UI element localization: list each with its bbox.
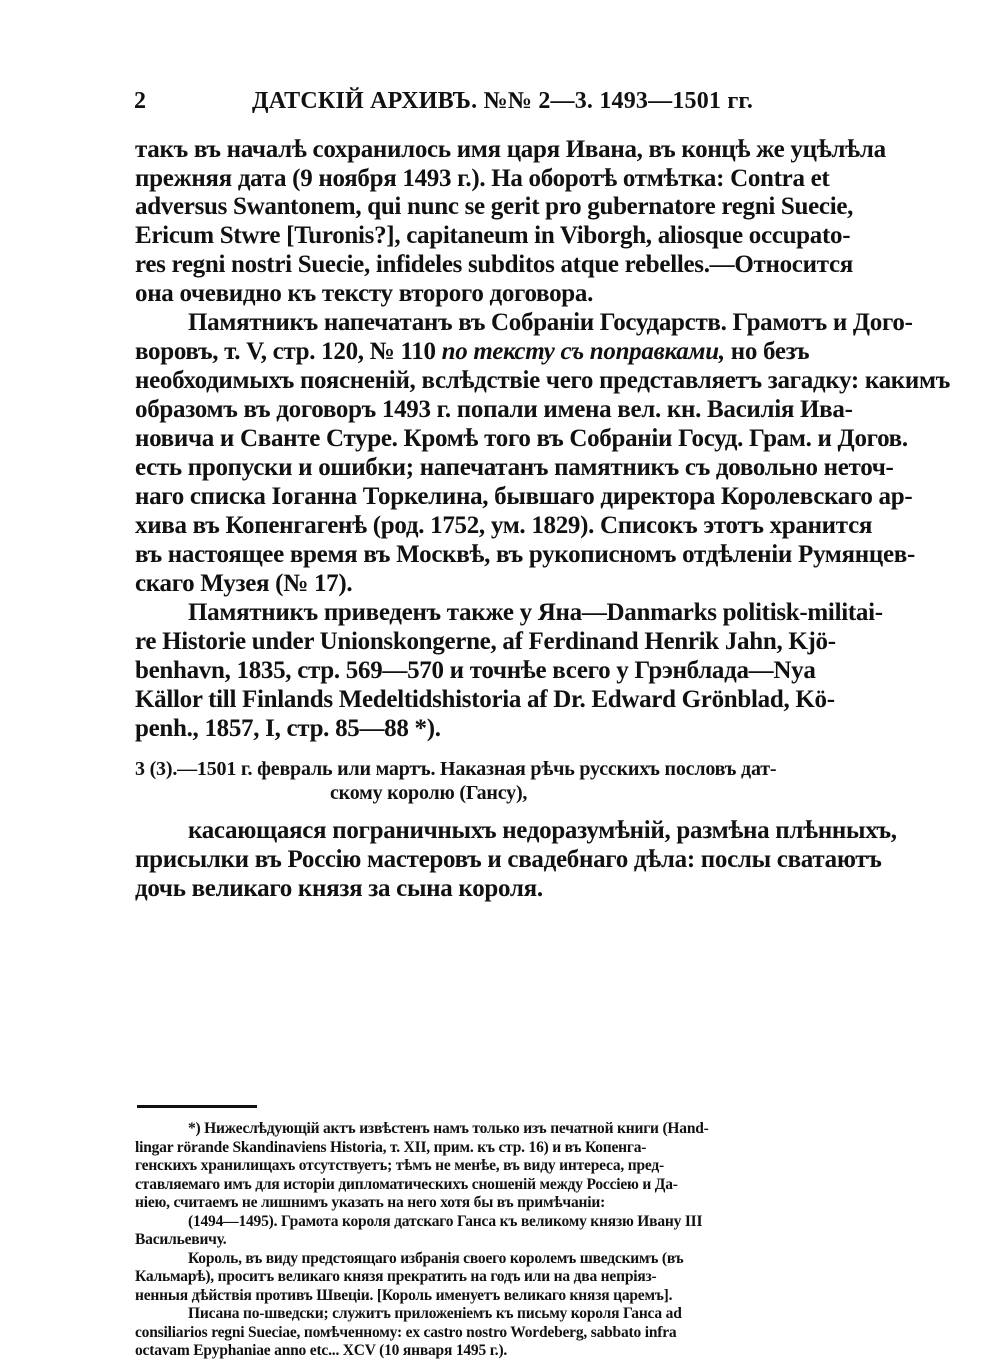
footnote-line: Король, въ виду предстоящаго избранія своего королемъ шведскимъ (въ xyxy=(188,1249,684,1267)
footnote-rule xyxy=(137,1105,257,1108)
section-body-line: касающаяся пограничныхъ недоразумѣній, размѣна плѣнныхъ, xyxy=(188,817,897,844)
body-line xyxy=(135,338,809,366)
running-title: ДАТСКІЙ АРХИВЪ. №№ 2—3. 1493—1501 гг. xyxy=(252,88,754,114)
body-line: Källor till Finlands Medeltidshistoria af Dr. Edward Grönblad, Kö- xyxy=(135,686,835,713)
footnote-line: ненныя дѣйствія противъ Швеціи. [Король именуетъ великаго князя царемъ]. xyxy=(135,1286,673,1304)
section-body-line: присылки въ Россію мастеровъ и свадебнаго дѣла: послы сватаютъ xyxy=(135,846,882,873)
footnote-line: consiliarios regni Sueciae, помѣченному: ex castro nostro Wordeberg, sabbato infra xyxy=(135,1323,677,1341)
body-line: res regni nostri Suecie, infideles subditos atque rebelles.—Относится xyxy=(135,251,854,278)
body-line: прежняя дата (9 ноября 1493 г.). На оборотѣ отмѣтка: Contra et xyxy=(135,165,830,192)
body-line: необходимыхъ поясненій, вслѣдствіе чего представляетъ загадку: какимъ xyxy=(135,367,950,394)
body-line: она очевидно къ тексту второго договора. xyxy=(135,280,594,307)
footnote-line: *) Нижеслѣдующій актъ извѣстенъ намъ только изъ печатной книги (Hand- xyxy=(188,1120,709,1137)
footnote-line: генскихъ хранилищахъ отсутствуетъ; тѣмъ не менѣе, въ виду интереса, пред- xyxy=(135,1157,664,1174)
footnote-line: ставляемаго имъ для исторіи дипломатическихъ сношеній между Россіею и Да- xyxy=(135,1175,678,1193)
footnote-line: Кальмарѣ), проситъ великаго князя прекратить на годъ или на два непріяз- xyxy=(135,1268,657,1285)
body-line: Ericum Stwre [Turonis?], capitaneum in Viborgh, aliosque occupato- xyxy=(135,222,851,249)
body-line: хива въ Копенгагенѣ (род. 1752, ум. 1829). Списокъ этотъ хранится xyxy=(135,512,873,539)
body-line: новича и Свантe Стуре. Кромѣ того въ Собраніи Госуд. Грам. и Догов. xyxy=(135,425,908,452)
footnote-line: (1494—1495). Грамота короля датскаго Ганса къ великому князю Ивану III xyxy=(188,1212,703,1230)
body-line: penh., 1857, I, стр. 85—88 *). xyxy=(135,715,441,742)
body-line: образомъ въ договоръ 1493 г. попали имена вел. кн. Василія Ива- xyxy=(135,396,853,423)
body-line: Памятникъ напечатанъ въ Собраніи Государств. Грамотъ и Дого- xyxy=(188,309,913,336)
footnote-line: Васильевичу. xyxy=(135,1231,227,1248)
body-line: re Historie under Unionskongerne, af Ferdinand Henrik Jahn, Kjö- xyxy=(135,628,836,655)
body-line: есть пропуски и ошибки; напечатанъ памятникъ съ довольно неточ- xyxy=(135,454,894,481)
footnote-line: lingar rörande Skandinaviens Historia, т. XII, прим. къ стр. 16) и въ Копенга- xyxy=(135,1138,647,1156)
body-line-text: воровъ, т. V, стр. 120, № 110 xyxy=(135,338,442,365)
section-heading: 3 (3).—1501 г. февраль или мартъ. Наказная рѣчь русскихъ пословъ дат- xyxy=(135,758,777,780)
body-line: въ настоящее время въ Москвѣ, въ рукописномъ отдѣленіи Румянцев- xyxy=(135,541,915,568)
italic-phrase: по тексту съ поправками, xyxy=(441,338,725,365)
body-line: скаго Музея (№ 17). xyxy=(135,570,353,597)
page-header xyxy=(134,88,753,115)
body-line: наго списка Іоганна Торкелина, бывшаго директора Королевскаго ар- xyxy=(135,483,913,510)
footnote-line: ніею, считаемъ не лишнимъ указать на него хотя бы въ примѣчаніи: xyxy=(135,1194,606,1211)
body-line: adversus Swantonem, qui nunc se gerit pro gubernatore regni Suecie, xyxy=(135,193,854,220)
footnote-line: octavam Epyphaniae anno etc... XCV (10 января 1495 г.). xyxy=(135,1342,508,1359)
body-line: benhavn, 1835, стр. 569—570 и точнѣе всего у Грэнблада—Nya xyxy=(135,657,816,684)
body-line: Памятникъ приведенъ также у Яна—Danmarks politisk-militai- xyxy=(188,599,883,626)
page-number: 2 xyxy=(134,88,146,114)
footnote-line: Писана по-шведски; служитъ приложеніемъ къ письму короля Ганса ad xyxy=(188,1305,682,1322)
section-body-line: дочь великаго князя за сына короля. xyxy=(135,875,543,902)
section-heading-cont: скому королю (Гансу), xyxy=(330,782,528,804)
body-line-tail: но безъ xyxy=(724,338,810,365)
body-line: такъ въ началѣ сохранилось имя царя Ивана, въ концѣ же уцѣлѣла xyxy=(135,136,886,163)
